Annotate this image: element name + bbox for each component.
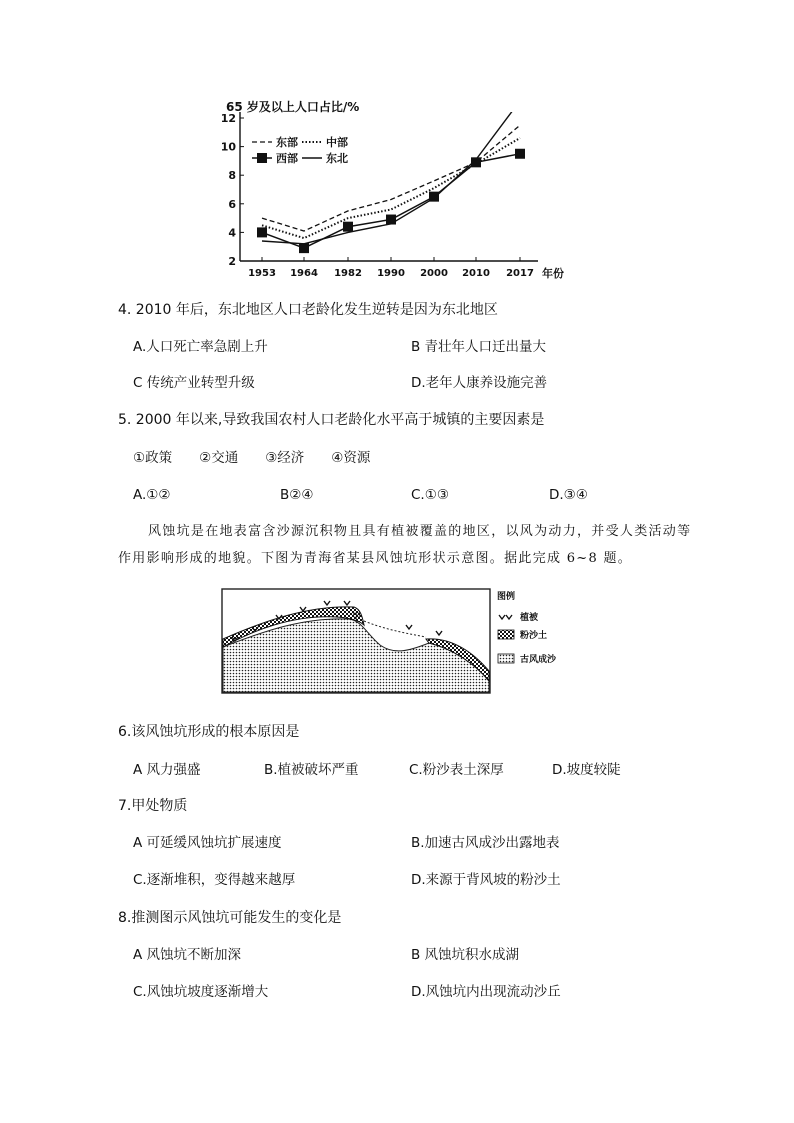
question-6-option-d[interactable]: D.坡度较陡 — [552, 762, 621, 778]
question-8-option-c[interactable]: C.风蚀坑坡度逐渐增大 — [133, 984, 269, 1000]
question-5-option-c[interactable]: C.①③ — [411, 487, 449, 503]
chart-x-tick-label: 1964 — [290, 268, 318, 279]
chart-x-tick-label: 1990 — [377, 268, 405, 279]
question-8-stem: 8.推测图示风蚀坑可能发生的变化是 — [118, 910, 342, 926]
legend-silt-icon — [498, 630, 514, 639]
legend-silt: 粉沙土 — [520, 631, 548, 641]
legend-label: 中部 — [326, 136, 348, 149]
blowout-diagram-svg — [214, 585, 574, 697]
chart-series-line-2 — [262, 154, 520, 248]
question-5-option-b[interactable]: B②④ — [280, 487, 314, 503]
question-7-option-b[interactable]: B.加速古风成沙出露地表 — [411, 835, 560, 851]
question-8-option-d[interactable]: D.风蚀坑内出现流动沙丘 — [411, 984, 561, 1000]
question-7-option-d[interactable]: D.来源于背风坡的粉沙土 — [411, 872, 561, 888]
chart-x-tick-label: 2017 — [506, 268, 534, 279]
chart-y-tick-label: 10 — [220, 140, 236, 154]
legend-marker — [257, 153, 267, 163]
chart-point — [299, 243, 309, 253]
chart-point — [515, 149, 525, 159]
chart-y-tick-label: 12 — [220, 112, 236, 125]
chart-x-label: 年份 — [542, 267, 564, 280]
question-4-stem: 4. 2010 年后，东北地区人口老龄化发生逆转是因为东北地区 — [118, 302, 498, 318]
passage-line-1: 风蚀坑是在地表富含沙源沉积物且具有植被覆盖的地区，以风为动力，并受人类活动等 — [148, 524, 692, 539]
chart-x-tick-label: 1953 — [248, 268, 276, 279]
question-5-option-d[interactable]: D.③④ — [549, 487, 588, 503]
question-6-option-a[interactable]: A 风力强盛 — [133, 762, 201, 778]
population-aging-chart — [0, 0, 794, 300]
legend-ancient-sand-icon — [498, 654, 514, 663]
legend-label: 东北 — [326, 152, 348, 165]
blowout-diagram — [214, 585, 574, 697]
question-8-option-a[interactable]: A 风蚀坑不断加深 — [133, 947, 242, 963]
legend-ancient-sand: 古风成沙 — [520, 655, 557, 665]
question-5-stem: 5. 2000 年以来,导致我国农村人口老龄化水平高于城镇的主要因素是 — [118, 412, 545, 428]
chart-y-tick-label: 8 — [228, 169, 236, 183]
question-6-stem: 6.该风蚀坑形成的根本原因是 — [118, 724, 300, 740]
question-8-option-b[interactable]: B 风蚀坑积水成湖 — [411, 947, 520, 963]
chart-y-tick-label: 2 — [228, 255, 236, 268]
question-5-items: ①政策 ②交通 ③经济 ④资源 — [133, 450, 371, 466]
legend-title: 图例 — [497, 592, 516, 602]
chart-point — [343, 222, 353, 232]
legend-vegetation-icon — [499, 615, 512, 619]
question-6-option-b[interactable]: B.植被破坏严重 — [264, 762, 359, 778]
chart-plot — [0, 0, 794, 300]
question-4-option-b[interactable]: B 青壮年人口迁出量大 — [411, 339, 547, 355]
legend-vegetation: 植被 — [520, 613, 539, 623]
chart-x-tick-label: 2010 — [462, 268, 490, 279]
chart-x-tick-label: 1982 — [334, 268, 362, 279]
chart-y-label: 65 岁及以上人口占比/% — [226, 100, 360, 114]
question-4-option-a[interactable]: A.人口死亡率急剧上升 — [133, 339, 268, 355]
question-4-option-d[interactable]: D.老年人康养设施完善 — [411, 375, 548, 391]
question-6-option-c[interactable]: C.粉沙表土深厚 — [409, 762, 504, 778]
question-4-option-c[interactable]: C 传统产业转型升级 — [133, 375, 255, 391]
question-7-option-c[interactable]: C.逐渐堆积，变得越来越厚 — [133, 872, 296, 888]
question-7-stem: 7.甲处物质 — [118, 798, 188, 814]
chart-x-tick-label: 2000 — [420, 268, 448, 279]
chart-y-tick-label: 6 — [228, 197, 236, 211]
figure-mark-jia: 甲 — [352, 612, 362, 622]
question-5-option-a[interactable]: A.①② — [133, 487, 171, 503]
legend-label: 西部 — [276, 152, 298, 165]
chart-point — [257, 227, 267, 237]
legend-label: 东部 — [276, 136, 298, 149]
question-7-option-a[interactable]: A 可延缓风蚀坑扩展速度 — [133, 835, 282, 851]
passage-line-2: 作用影响形成的地貌。下图为青海省某县风蚀坑形状示意图。据此完成 6~8 题。 — [118, 551, 633, 566]
chart-y-tick-label: 4 — [228, 226, 236, 240]
